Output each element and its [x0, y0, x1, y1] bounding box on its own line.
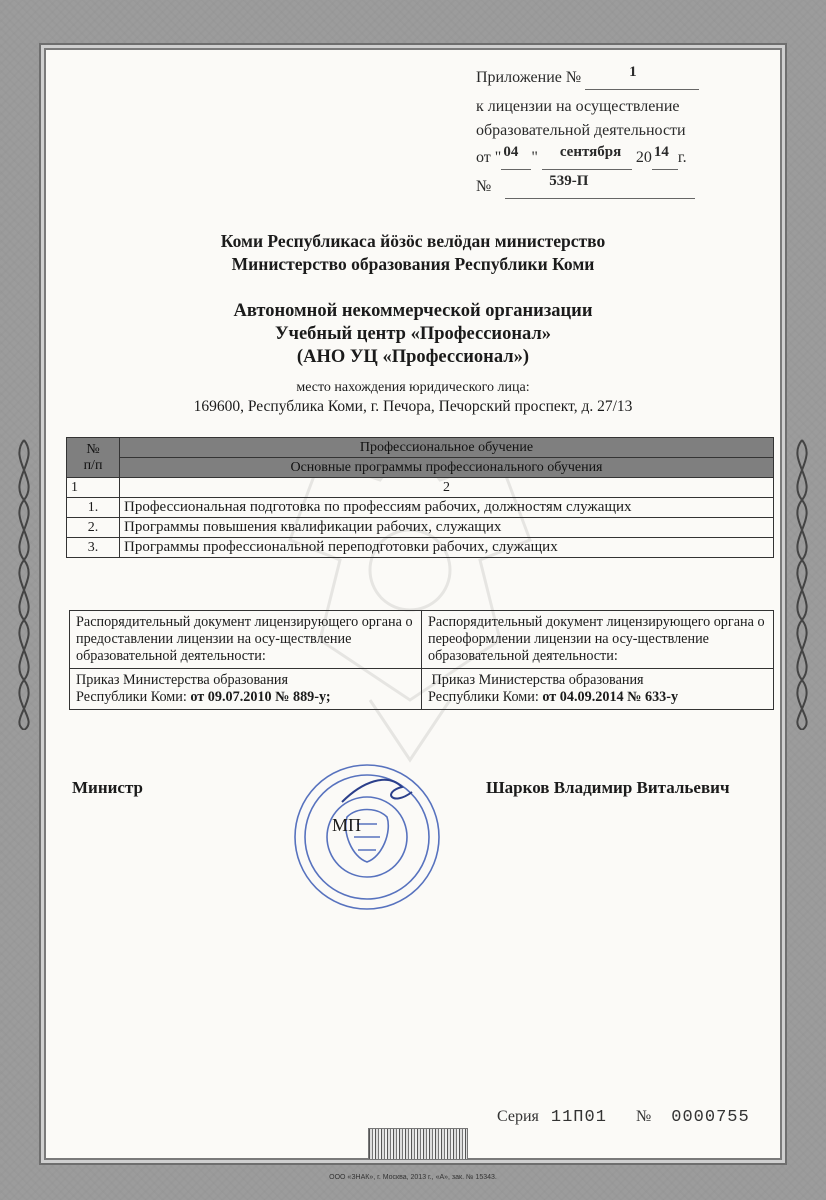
- date-from-label: от: [476, 149, 491, 166]
- appendix-date-row: [476, 146, 776, 175]
- program-text: Программы профессиональной переподготовки рабочих, служащих: [120, 538, 774, 558]
- appendix-number-line: [585, 64, 699, 90]
- date-quote-close: ": [531, 149, 538, 166]
- reissue-order-value: от 04.09.2014 № 633-у: [542, 689, 679, 705]
- grant-order-header: Распорядительный документ лицензирующего органа о предоставлении лицензии на осу-ществление образовательной деятельности:: [70, 611, 422, 669]
- col-num-header-line-2: п/п: [83, 457, 103, 473]
- appendix-license-row: [476, 175, 776, 204]
- appendix-line-2: к лицензии на осуществление: [476, 98, 680, 115]
- program-num: 3.: [67, 538, 120, 558]
- index-cell-1: 1: [67, 478, 120, 498]
- stamp-placeholder-mp: МП: [332, 815, 362, 835]
- signatory-title: Министр: [72, 778, 143, 797]
- date-day-line: [501, 144, 531, 170]
- table-row: [67, 518, 774, 538]
- reissue-order-cell: [422, 669, 774, 710]
- organization-block: [46, 300, 780, 369]
- license-number-line: [505, 173, 695, 199]
- date-month-line: [542, 144, 632, 170]
- grant-order-value: от 09.07.2010 № 889-у;: [190, 689, 331, 705]
- location-block: [46, 380, 780, 416]
- appendix-number-row: [476, 66, 776, 95]
- program-num: 2.: [67, 518, 120, 538]
- program-text: Профессиональная подготовка по профессиям рабочих, должностям служащих: [120, 498, 774, 518]
- location-label: место нахождения юридического лица:: [296, 380, 530, 395]
- organization-line-1: Автономной некоммерческой организации: [233, 301, 593, 321]
- table-row: [67, 498, 774, 518]
- table-row: [67, 538, 774, 558]
- appendix-line-3: образовательной деятельности: [476, 121, 686, 139]
- index-cell-2: 2: [120, 478, 774, 498]
- orders-table: [69, 610, 774, 710]
- organization-line-3: (АНО УЦ «Профессионал»): [296, 347, 530, 367]
- date-month: сентября: [559, 144, 622, 160]
- date-year-prefix: 20: [635, 149, 652, 166]
- date-year-line: [652, 144, 678, 170]
- date-day: 04: [503, 144, 519, 160]
- programs-index-row: [67, 478, 774, 498]
- grant-order-cell: [70, 669, 422, 710]
- programs-header-row-2: [67, 458, 774, 478]
- reissue-order-header: Распорядительный документ лицензирующего органа о переоформлении лицензии на осу-ществление образовательной деятельности:: [422, 611, 774, 669]
- authority-komi: Коми Республикаса йӧзӧс велӧдан министерство: [220, 231, 606, 251]
- date-year: 14: [653, 144, 669, 160]
- appendix-label: Приложение №: [476, 69, 582, 86]
- signatory-name: Шарков Владимир Витальевич: [486, 778, 730, 797]
- col-num-header-line-1: №: [86, 441, 100, 457]
- series-label: Серия: [497, 1108, 539, 1125]
- section-header: Профессиональное обучение: [120, 438, 774, 458]
- program-num: 1.: [67, 498, 120, 518]
- date-year-suffix: г.: [677, 149, 687, 166]
- programs-table: [66, 437, 774, 558]
- reissue-order-prefix: Республики Коми:: [428, 689, 539, 705]
- program-text: Программы повышения квалификации рабочих, служащих: [120, 518, 774, 538]
- orders-value-row: [70, 669, 774, 710]
- authority-russian: Министерство образования Республики Коми: [231, 254, 595, 274]
- subsection-header: Основные программы профессионального обучения: [120, 458, 774, 478]
- right-ornament-icon: [784, 430, 820, 730]
- programs-header-row-1: [67, 438, 774, 458]
- blank-number-label: №: [636, 1108, 652, 1125]
- appendix-number: 1: [629, 64, 637, 80]
- license-number-label: №: [476, 178, 492, 195]
- date-quote-open: ": [494, 149, 502, 166]
- col-num-header: [67, 438, 120, 478]
- grant-order-prefix: Республики Коми:: [76, 689, 187, 705]
- organization-line-2: Учебный центр «Профессионал»: [274, 324, 552, 344]
- authority-block: [46, 230, 780, 276]
- reissue-order-line-2: [428, 689, 767, 706]
- orders-header-row: [70, 611, 774, 669]
- license-number: 539-П: [549, 173, 589, 189]
- official-stamp-icon: [292, 762, 442, 912]
- grant-order-line-2: [76, 689, 415, 706]
- series-value: 11П01: [550, 1108, 607, 1127]
- left-ornament-icon: [6, 430, 42, 730]
- printer-note: ООО «ЗНАК», г. Москва, 2013 г., «А», зак. № 15343.: [329, 1174, 497, 1181]
- series-block: [497, 1108, 607, 1127]
- barcode-strip: [368, 1128, 468, 1160]
- grant-order-line-1: Приказ Министерства образования: [76, 672, 289, 688]
- appendix-header: [476, 66, 776, 204]
- location-address: 169600, Республика Коми, г. Печора, Печорский проспект, д. 27/13: [193, 398, 633, 415]
- blank-number-value: 0000755: [671, 1108, 750, 1127]
- reissue-order-line-1: Приказ Министерства образования: [428, 672, 644, 688]
- blank-number-block: [636, 1108, 750, 1127]
